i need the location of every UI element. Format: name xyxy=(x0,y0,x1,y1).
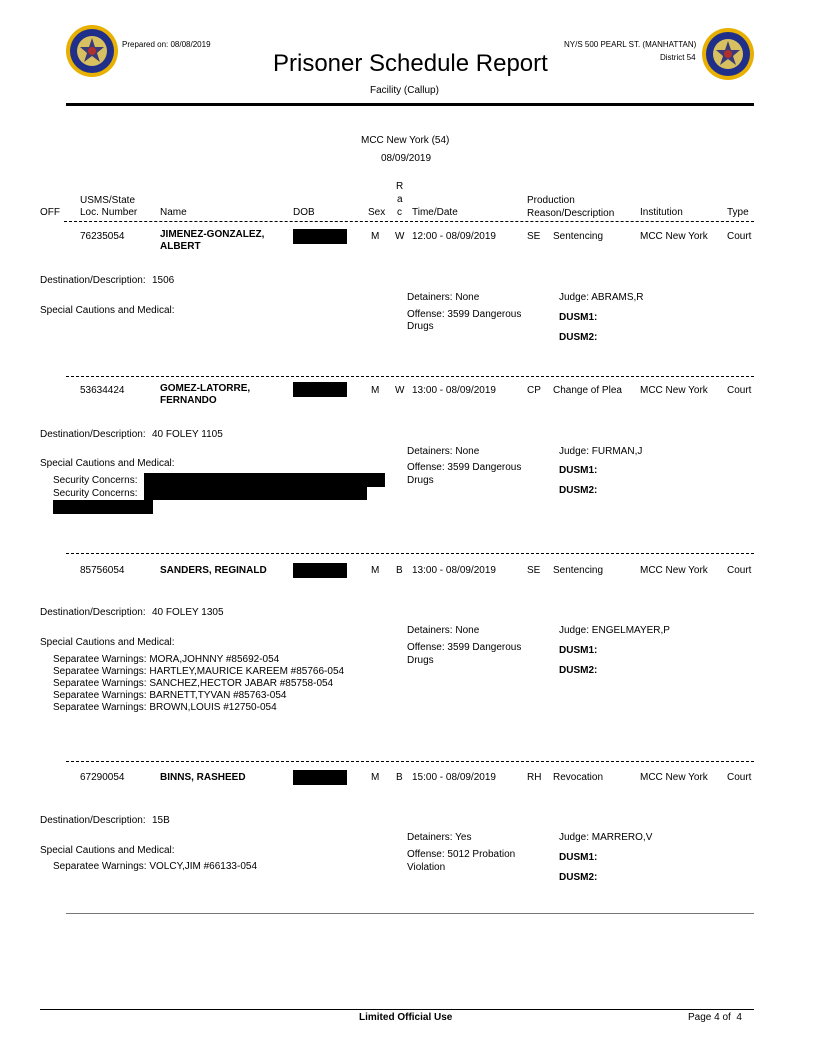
facility-date: 08/09/2019 xyxy=(381,153,432,164)
offense-2: Violation xyxy=(407,862,446,873)
col-race-c: c xyxy=(397,207,402,218)
separatee-warnings xyxy=(53,654,344,714)
inmate-name: GOMEZ-LATORRE, xyxy=(160,383,251,394)
district: District 54 xyxy=(660,53,696,62)
inmate-name-2: FERNANDO xyxy=(160,395,217,406)
destination-value: 40 FOLEY 1305 xyxy=(152,607,224,618)
col-prod-1: Production xyxy=(527,195,575,206)
time-date: 13:00 - 08/09/2019 xyxy=(412,565,496,576)
col-time: Time/Date xyxy=(412,207,458,218)
dusm2-label: DUSM2: xyxy=(559,872,598,883)
inmate-name: JIMENEZ-GONZALEZ, xyxy=(160,229,265,240)
detainers: Detainers: None xyxy=(407,292,480,303)
institution: MCC New York xyxy=(640,231,708,242)
office-address: NY/S 500 PEARL ST. (MANHATTAN) xyxy=(564,40,697,49)
special-cautions-label: Special Cautions and Medical: xyxy=(40,845,175,856)
dusm2-label: DUSM2: xyxy=(559,332,598,343)
prepared-on: Prepared on: 08/08/2019 xyxy=(122,40,211,49)
record-divider-1 xyxy=(66,376,754,377)
detainers: Detainers: None xyxy=(407,446,480,457)
record-divider-3 xyxy=(66,761,754,762)
offense-2: Drugs xyxy=(407,321,434,332)
dob-redaction xyxy=(293,229,347,244)
special-cautions-label: Special Cautions and Medical: xyxy=(40,305,175,316)
detainers: Detainers: None xyxy=(407,625,480,636)
dusm2-label: DUSM2: xyxy=(559,485,598,496)
col-dob: DOB xyxy=(293,207,315,218)
reason-description: Change of Plea xyxy=(553,385,622,396)
record-divider-2 xyxy=(66,553,754,554)
separatee-warnings xyxy=(53,861,257,873)
race: B xyxy=(396,772,403,783)
loc-number: 76235054 xyxy=(80,231,125,242)
loc-number: 53634424 xyxy=(80,385,125,396)
detainers: Detainers: Yes xyxy=(407,832,472,843)
security-concerns-label-2: Security Concerns: xyxy=(53,488,138,499)
race: W xyxy=(395,231,405,242)
destination-label: Destination/Description: xyxy=(40,275,146,286)
type: Court xyxy=(727,772,752,783)
report-title: Prisoner Schedule Report xyxy=(273,50,548,77)
sex: M xyxy=(371,231,380,242)
col-off: OFF xyxy=(40,207,60,218)
reason-code: SE xyxy=(527,565,541,576)
destination-label: Destination/Description: xyxy=(40,815,146,826)
col-institution: Institution xyxy=(640,207,683,218)
reason-code: RH xyxy=(527,772,542,783)
judge: Judge: ABRAMS,R xyxy=(559,292,644,303)
destination-value: 1506 xyxy=(152,275,175,286)
facility-name: MCC New York (54) xyxy=(361,135,450,146)
sex: M xyxy=(371,385,380,396)
race: B xyxy=(396,565,403,576)
usms-seal-right-icon xyxy=(701,27,755,81)
type: Court xyxy=(727,565,752,576)
judge: Judge: MARRERO,V xyxy=(559,832,653,843)
destination-value: 15B xyxy=(152,815,170,826)
offense: Offense: 3599 Dangerous xyxy=(407,309,522,320)
time-date: 12:00 - 08/09/2019 xyxy=(412,231,496,242)
separatee-warning: Separatee Warnings: VOLCY,JIM #66133-054 xyxy=(53,861,258,872)
reason-code: SE xyxy=(527,231,541,242)
col-usms-2: Loc. Number xyxy=(80,207,138,218)
destination-label: Destination/Description: xyxy=(40,429,146,440)
dob-redaction xyxy=(293,382,347,397)
dusm1-label: DUSM1: xyxy=(559,852,598,863)
special-cautions-label: Special Cautions and Medical: xyxy=(40,458,175,469)
inmate-name: SANDERS, REGINALD xyxy=(160,565,267,576)
time-date: 15:00 - 08/09/2019 xyxy=(412,772,496,783)
destination-value: 40 FOLEY 1105 xyxy=(152,429,223,440)
col-prod-2: Reason/Description xyxy=(527,208,615,219)
sex: M xyxy=(371,565,380,576)
separatee-warning: Separatee Warnings: SANCHEZ,HECTOR JABAR #85758-054 xyxy=(53,678,334,689)
security-concerns-redaction-2 xyxy=(144,486,367,500)
destination-label: Destination/Description: xyxy=(40,607,146,618)
separatee-warning: Separatee Warnings: BARNETT,TYVAN #85763-054 xyxy=(53,690,287,701)
separatee-warning: Separatee Warnings: MORA,JOHNNY #85692-054 xyxy=(53,654,280,665)
loc-number: 67290054 xyxy=(80,772,125,783)
reason-code: CP xyxy=(527,385,541,396)
race: W xyxy=(395,385,405,396)
footer-rule xyxy=(40,1009,754,1010)
special-cautions-label: Special Cautions and Medical: xyxy=(40,637,175,648)
institution: MCC New York xyxy=(640,772,708,783)
header-divider xyxy=(64,221,754,222)
footer-classification: Limited Official Use xyxy=(359,1012,453,1023)
inmate-name: BINNS, RASHEED xyxy=(160,772,246,783)
offense: Offense: 3599 Dangerous xyxy=(407,642,522,653)
usms-seal-left-icon xyxy=(65,24,119,78)
header-rule xyxy=(66,103,754,106)
col-race-a: a xyxy=(397,194,403,205)
col-sex: Sex xyxy=(368,207,386,218)
reason-description: Sentencing xyxy=(553,231,604,242)
end-rule xyxy=(66,913,754,914)
offense: Offense: 5012 Probation xyxy=(407,849,516,860)
dusm1-label: DUSM1: xyxy=(559,465,598,476)
col-type: Type xyxy=(727,207,749,218)
offense-2: Drugs xyxy=(407,655,434,666)
separatee-warning: Separatee Warnings: HARTLEY,MAURICE KAREEM #85766-054 xyxy=(53,666,345,677)
type: Court xyxy=(727,231,752,242)
dob-redaction xyxy=(293,563,347,578)
inmate-name-2: ALBERT xyxy=(160,241,201,252)
page-number: Page 4 of 4 xyxy=(688,1012,742,1023)
dob-redaction xyxy=(293,770,347,785)
type: Court xyxy=(727,385,752,396)
institution: MCC New York xyxy=(640,565,708,576)
institution: MCC New York xyxy=(640,385,708,396)
reason-description: Sentencing xyxy=(553,565,604,576)
security-concerns-redaction xyxy=(144,473,385,487)
sex: M xyxy=(371,772,380,783)
report-subtitle: Facility (Callup) xyxy=(370,85,439,96)
security-concerns-label: Security Concerns: xyxy=(53,475,138,486)
dusm2-label: DUSM2: xyxy=(559,665,598,676)
judge: Judge: FURMAN,J xyxy=(559,446,643,457)
time-date: 13:00 - 08/09/2019 xyxy=(412,385,496,396)
offense: Offense: 3599 Dangerous xyxy=(407,462,522,473)
separatee-warning: Separatee Warnings: BROWN,LOUIS #12750-054 xyxy=(53,702,277,713)
dusm1-label: DUSM1: xyxy=(559,312,598,323)
col-name: Name xyxy=(160,207,187,218)
col-usms-1: USMS/State xyxy=(80,195,136,206)
offense-2: Drugs xyxy=(407,475,434,486)
loc-number: 85756054 xyxy=(80,565,125,576)
col-race-r: R xyxy=(396,181,404,192)
security-concerns-redaction-3 xyxy=(53,500,153,514)
judge: Judge: ENGELMAYER,P xyxy=(559,625,670,636)
dusm1-label: DUSM1: xyxy=(559,645,598,656)
reason-description: Revocation xyxy=(553,772,604,783)
